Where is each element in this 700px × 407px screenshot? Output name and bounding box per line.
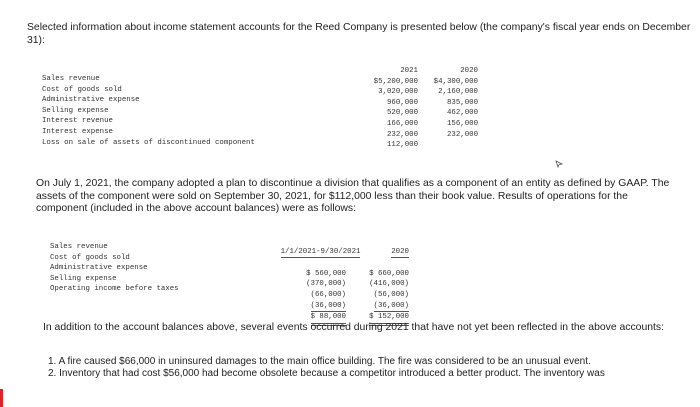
column-header-2020: 2020	[355, 236, 409, 269]
table1-labels	[42, 74, 255, 148]
table-cell: (36,000)	[254, 301, 346, 313]
table-cell: (370,000)	[306, 280, 346, 289]
table-cell: (36,000)	[355, 301, 409, 313]
table-cell: 960,000	[386, 98, 418, 107]
table-cell: 520,000	[386, 109, 418, 118]
table1-col-2021	[358, 66, 418, 151]
table-cell: 232,000	[386, 130, 418, 139]
table-cell: $5,200,000	[373, 77, 418, 86]
table-cell: 156,000	[446, 119, 478, 128]
table-cell: 835,000	[446, 98, 478, 107]
table-row-label: Operating income before taxes	[50, 285, 179, 294]
table2-labels	[50, 242, 179, 295]
table-cell: 2,160,000	[438, 88, 478, 97]
table-row-label: Interest revenue	[42, 117, 113, 126]
table-row-label: Sales revenue	[42, 75, 100, 83]
list-item: 1. A fire caused $66,000 in uninsured damages to the main office building. The fire was considered to be an unusual event.	[48, 356, 591, 367]
table-row-label: Loss on sale of assets of discontinued component	[42, 138, 255, 147]
table2-col-2020	[355, 236, 409, 326]
column-header-period: 1/1/2021-9/30/2021	[254, 236, 346, 269]
table-row-label: Interest expense	[42, 127, 113, 136]
table-row-label: Sales revenue	[50, 243, 108, 251]
intro-paragraph: Selected information about income statement accounts for the Reed Company is presented below (the company's fiscal year ends on December 31):	[27, 22, 691, 46]
table2-col-period	[254, 236, 361, 326]
table-row-label: Cost of goods sold	[50, 253, 130, 262]
table-cell: (416,000)	[369, 280, 409, 289]
table-cell: $ 660,000	[369, 269, 409, 278]
table-row-label: Cost of goods sold	[42, 85, 122, 94]
events-list	[48, 356, 688, 379]
column-header-2020: 2020	[460, 67, 478, 75]
list-item: 2. Inventory that had cost $56,000 had become obsolete because a competitor introduced a better product. The inventory was	[48, 367, 605, 379]
table-cell: $ 88,000	[254, 312, 346, 326]
table-row-label: Administrative expense	[42, 96, 140, 105]
discontinued-operations-paragraph: On July 1, 2021, the company adopted a plan to discontinue a division that qualifies as a component of an entity as defined by GAAP. The assets of the component were sold on September 30, 2021, for $112,000 less than their book value. Results of operations for the component (included in the above account balances) were as follows:	[36, 178, 670, 215]
column-header-2021: 2021	[400, 67, 418, 75]
left-accent-bar	[0, 389, 3, 407]
table-cell: $ 560,000	[306, 269, 346, 278]
table-cell: (66,000)	[310, 290, 346, 299]
table-row-label: Administrative expense	[50, 264, 148, 273]
table-cell: (56,000)	[373, 290, 409, 299]
cursor-icon	[555, 160, 563, 168]
table-cell: 462,000	[446, 109, 478, 118]
table-cell: $ 152,000	[355, 312, 409, 326]
table-cell: $4,300,000	[433, 77, 478, 86]
table1-col-2020	[420, 66, 478, 140]
table-cell: 112,000	[386, 141, 418, 150]
table-cell: 232,000	[446, 130, 478, 139]
table-cell: 166,000	[386, 119, 418, 128]
table-cell: 3,020,000	[378, 88, 418, 97]
events-intro-paragraph: In addition to the account balances above, several events occurred during 2021 that have not yet been reflected in the above accounts:	[43, 322, 664, 333]
table-row-label: Selling expense	[50, 274, 117, 283]
table-row-label: Selling expense	[42, 106, 109, 115]
